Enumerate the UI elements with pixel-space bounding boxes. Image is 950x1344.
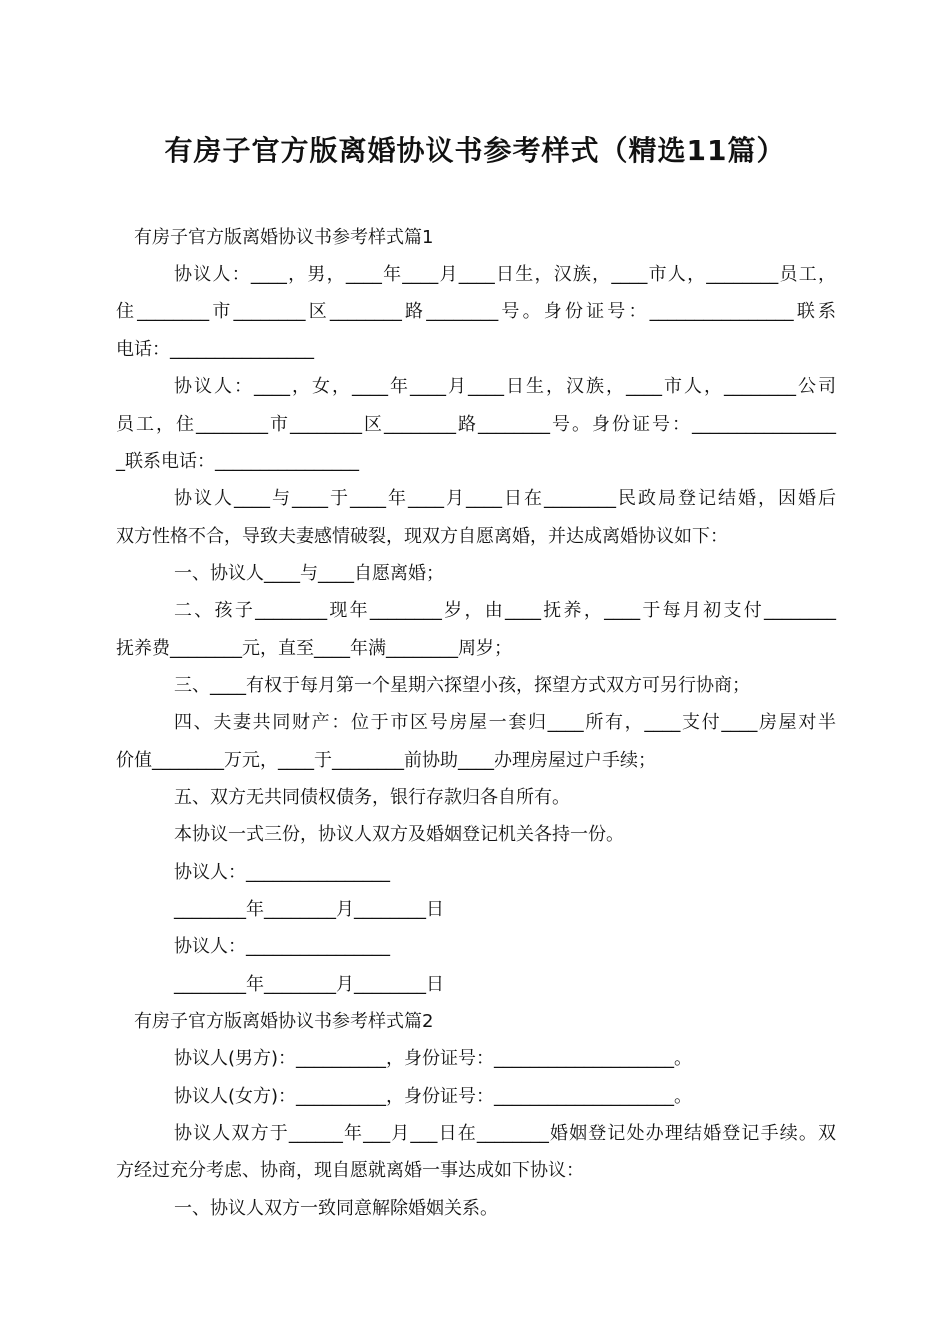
clause-line: 一、协议人____与____自愿离婚； [174, 563, 444, 584]
clause-line: 四、夫妻共同财产：位于市区号房屋一套归____所有，____支付____房屋对半 [174, 712, 836, 733]
paragraph-line: 双方性格不合，导致夫妻感情破裂，现双方自愿离婚，并达成离婚协议如下： [116, 526, 728, 547]
paragraph-line: 协议人双方于______年___月___日在________婚姻登记处办理结婚登记手续。双 [174, 1123, 836, 1144]
signature-line: 协议人：________________ [174, 862, 390, 883]
paragraph-line: 电话：________________ [116, 339, 314, 360]
document-title: 有房子官方版离婚协议书参考样式（精选11篇） [164, 134, 786, 167]
date-line: ________年________月________日 [174, 899, 444, 920]
paragraph-line: 方经过充分考虑、协商，现自愿就离婚一事达成如下协议： [116, 1160, 584, 1181]
paragraph-line: 协议人：____，男，____年____月____日生，汉族，____市人，________员工， [174, 264, 836, 285]
paragraph-line: 员工，住________市________区________路________号。身份证号：________________ [116, 414, 836, 435]
paragraph-line: 协议人____与____于____年____月____日在________民政局登记结婚，因婚后 [174, 488, 836, 509]
section-heading-1: 有房子官方版离婚协议书参考样式篇1 [134, 227, 434, 248]
paragraph-line: _联系电话：________________ [116, 451, 359, 472]
paragraph-line: 本协议一式三份，协议人双方及婚姻登记机关各持一份。 [174, 824, 624, 845]
clause-line: 价值________万元，____于________前协助____办理房屋过户手续； [116, 750, 656, 771]
paragraph-line: 住________市________区________路________号。身份证号：________________联系 [116, 301, 836, 322]
clause-line: 三、____有权于每月第一个星期六探望小孩，探望方式双方可另行协商； [174, 675, 750, 696]
date-line: ________年________月________日 [174, 974, 444, 995]
clause-line: 抚养费________元，直至____年满________周岁； [116, 638, 512, 659]
party-line: 协议人(女方)：__________，身份证号：____________________。 [174, 1086, 693, 1107]
clause-line: 二、孩子________现年________岁，由____抚养，____于每月初支付________ [174, 600, 836, 621]
clause-line: 五、双方无共同债权债务，银行存款归各自所有。 [174, 787, 570, 808]
clause-line: 一、协议人双方一致同意解除婚姻关系。 [174, 1198, 498, 1219]
section-heading-2: 有房子官方版离婚协议书参考样式篇2 [134, 1011, 434, 1032]
party-line: 协议人(男方)：__________，身份证号：____________________。 [174, 1048, 693, 1069]
paragraph-line: 协议人：____，女，____年____月____日生，汉族，____市人，________公司 [174, 376, 836, 397]
signature-line: 协议人：________________ [174, 936, 390, 957]
